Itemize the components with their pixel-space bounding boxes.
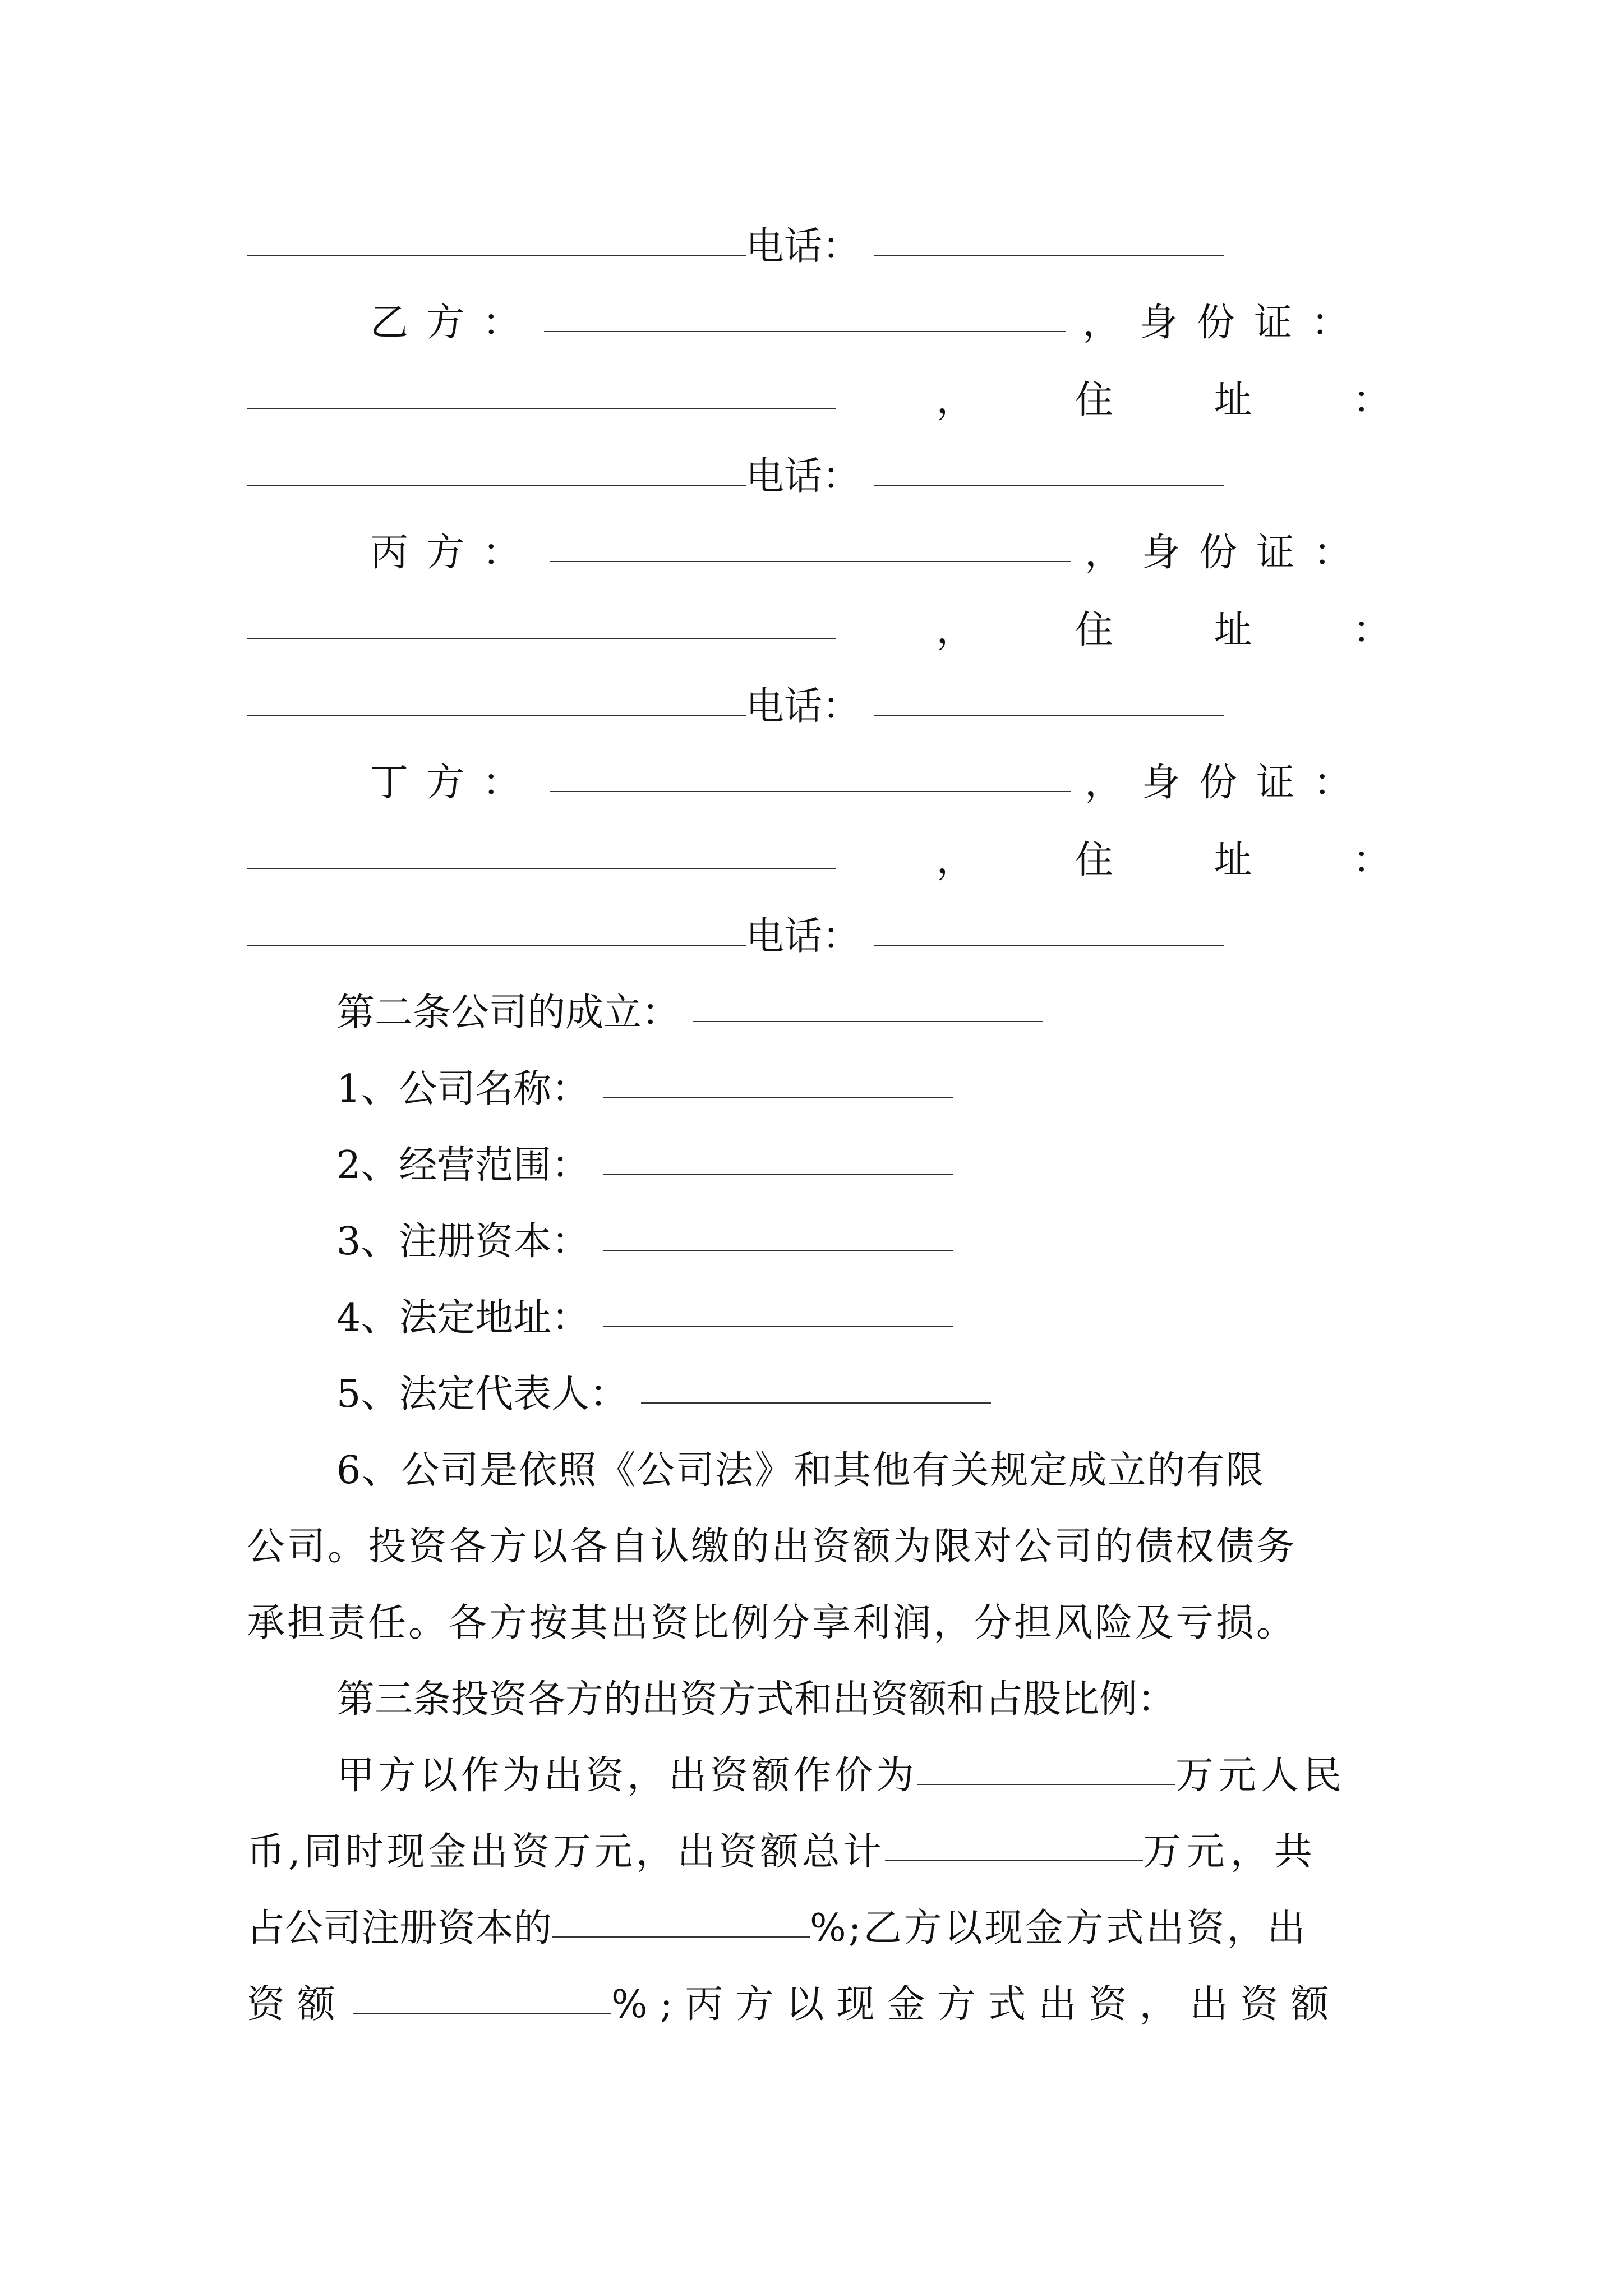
party-a-phone-line: [247, 213, 1391, 280]
address-blank: [247, 903, 746, 946]
item-blank: [603, 1285, 953, 1327]
phone-label: 电话：: [746, 684, 861, 729]
item-blank: [603, 1208, 953, 1251]
party-c-address-line: [247, 597, 1391, 664]
address-blank: [247, 673, 746, 716]
address-colon: ：: [1352, 608, 1391, 652]
item-label: 5、法定代表人：: [336, 1372, 628, 1416]
article-3-line: [247, 1971, 1391, 2039]
party-c-char: 方: [426, 531, 465, 575]
item-6-line: 公司。投资各方以各自认缴的出资额为限对公司的债权债务: [247, 1525, 1297, 1569]
party-d-name-line: [370, 749, 1391, 817]
article-2-item: [336, 1285, 1391, 1352]
comma: ，: [936, 608, 975, 652]
address-char: 住: [1075, 838, 1113, 882]
item-label: 1、公司名称：: [336, 1067, 590, 1111]
id-card-blank: [247, 597, 836, 639]
party-c-phone-line: [247, 673, 1391, 740]
phone-blank: [874, 903, 1224, 946]
address-char: 址: [1214, 838, 1252, 882]
article-3-text: 甲方以作为出资，出资额作价为: [336, 1754, 918, 1798]
phone-label: 电话：: [746, 914, 861, 959]
party-b-char: 方: [426, 301, 465, 345]
phone-blank: [874, 443, 1224, 486]
article-2-title-line: [336, 979, 1391, 1047]
item-6-line: 6、公司是依照《公司法》和其他有关规定成立的有限: [336, 1448, 1265, 1493]
address-char: 住: [1075, 608, 1113, 652]
article-3-line: [247, 1819, 1391, 1886]
item-blank: [641, 1361, 991, 1404]
party-d-char: 方: [426, 761, 465, 805]
article-3-text: 占公司注册资本的: [247, 1906, 552, 1950]
id-card-blank: [247, 827, 836, 869]
address-blank: [247, 443, 746, 486]
party-d-address-line: [247, 827, 1391, 894]
article-3-text: 币,同时现金出资万元，出资额总计: [247, 1830, 885, 1874]
party-b-phone-line: [247, 443, 1391, 510]
article-3-line: [247, 1895, 1391, 1962]
phone-blank: [874, 213, 1224, 256]
article-2-item: [336, 1132, 1391, 1199]
item-blank: [603, 1056, 953, 1098]
article-2-item: [336, 1056, 1391, 1123]
party-c-name-blank: [550, 519, 1071, 562]
party-d-phone-line: [247, 903, 1391, 970]
party-c-char: ：: [482, 531, 521, 575]
phone-label: 电话：: [746, 454, 861, 499]
address-colon: ：: [1352, 378, 1391, 422]
article-3-text: 万元人民: [1175, 1754, 1347, 1798]
party-d-name-blank: [550, 749, 1071, 792]
id-card-label: ，身份证：: [1085, 761, 1371, 805]
item-label: 3、注册资本：: [336, 1220, 590, 1264]
amount-blank: [917, 1742, 1175, 1785]
article-2-title: 第二条公司的成立：: [336, 991, 680, 1035]
amount-blank: [885, 1819, 1143, 1861]
address-char: 住: [1075, 378, 1113, 422]
address-char: 址: [1214, 608, 1252, 652]
article-3-text: 万元，共: [1142, 1830, 1318, 1874]
address-blank: [247, 213, 746, 256]
article-2-item: [336, 1361, 1391, 1428]
phone-label: 电话：: [746, 224, 861, 269]
article-2-item: [336, 1208, 1391, 1276]
id-card-blank: [247, 367, 836, 409]
id-card-label: ，身份证：: [1082, 301, 1369, 345]
article-3-text: 资额: [247, 1982, 348, 2027]
item-label: 4、法定地址：: [336, 1296, 590, 1340]
party-b-char: ：: [482, 301, 521, 345]
item-6-line: 承担责任。各方按其出资比例分享利润，分担风险及亏损。: [247, 1601, 1297, 1645]
article-3-text: %;乙方以现金方式出资，出: [810, 1906, 1308, 1950]
party-c-char: 丙: [370, 531, 409, 575]
article-2-blank: [693, 979, 1043, 1022]
id-card-label: ，身份证：: [1085, 531, 1371, 575]
article-3-title: 第三条投资各方的出资方式和出资额和占股比例：: [336, 1677, 1176, 1722]
party-c-name-line: [370, 519, 1391, 587]
phone-blank: [874, 673, 1224, 716]
party-d-char: 丁: [370, 761, 409, 805]
percent-blank: [552, 1895, 810, 1938]
address-char: 址: [1214, 378, 1252, 422]
party-b-name-blank: [544, 289, 1066, 332]
item-blank: [603, 1132, 953, 1175]
comma: ，: [936, 838, 975, 882]
percent-blank: [353, 1971, 611, 2014]
party-d-char: ：: [482, 761, 521, 805]
party-b-name-line: [370, 289, 1391, 357]
article-3-line: [336, 1742, 1391, 1810]
party-b-char: 乙: [370, 301, 409, 345]
item-label: 2、经营范围：: [336, 1143, 590, 1188]
party-b-address-line: [247, 367, 1391, 434]
comma: ，: [936, 378, 975, 422]
address-colon: ：: [1352, 838, 1391, 882]
article-3-text: %;丙方以现金方式出资，出资额: [611, 1982, 1341, 2027]
